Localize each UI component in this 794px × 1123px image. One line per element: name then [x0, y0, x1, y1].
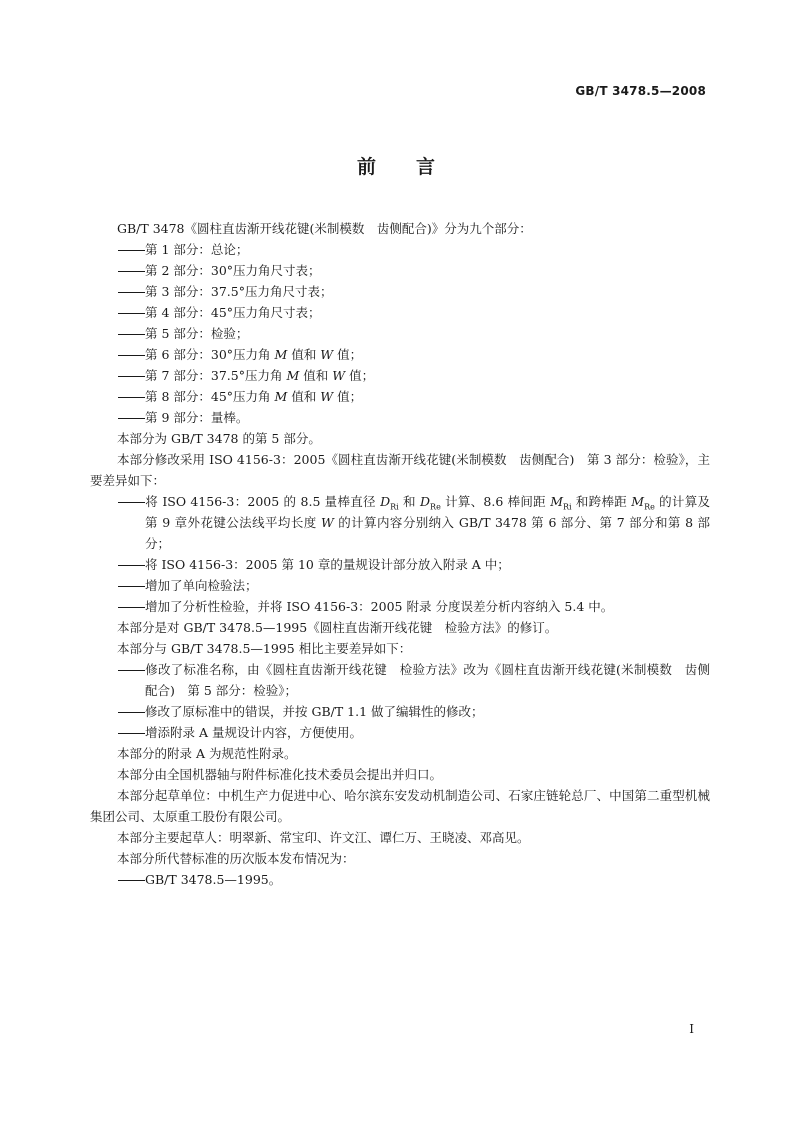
revision-paragraph: 本部分是对 GB/T 3478.5—1995《圆柱直齿渐开线花键 检验方法》的修订。: [117, 620, 558, 635]
diff-item-4: 增加了分析性检验，并将 ISO 4156-3：2005 附录 分度误差分析内容纳入 5.4 中。: [90, 596, 710, 617]
diff-item-1: 将 ISO 4156-3：2005 的 8.5 量棒直径 $D_{Ri}$ 和 $D_{Re}$ 计算、8.6 棒间距 $M_{Ri}$ 和跨棒距 $M_{Re}$ 的计算及第 9 章外花键公法线平均长度 W 的计算内容分别纳入 GB/T 3478 第 6 部分、第 7 部分和第 8 部分；: [90, 491, 710, 554]
list-item-part-4: 第 4 部分：45°压力角尺寸表；: [90, 302, 710, 323]
proposed-paragraph: 本部分由全国机器轴与附件标准化技术委员会提出并归口。: [117, 767, 443, 782]
page-title: [0, 152, 794, 179]
history-item: GB/T 3478.5—1995。: [90, 869, 710, 890]
page-number: I: [689, 1022, 694, 1036]
title-char-1: 前: [356, 156, 378, 178]
modify-paragraph: 本部分修改采用 ISO 4156-3：2005《圆柱直齿渐开线花键(米制模数 齿侧配合) 第 3 部分：检验》，主要差异如下：: [90, 452, 710, 488]
diff-item-2: 将 ISO 4156-3：2005 第 10 章的量规设计部分放入附录 A 中；: [90, 554, 710, 575]
list-item-part-9: 第 9 部分：量棒。: [90, 407, 710, 428]
intro-paragraph: GB/T 3478《圆柱直齿渐开线花键(米制模数 齿侧配合)》分为九个部分：: [117, 221, 532, 236]
history-paragraph: 本部分所代替标准的历次版本发布情况为：: [117, 851, 355, 866]
diff-item-3: 增加了单向检验法；: [90, 575, 710, 596]
list-item-part-5: 第 5 部分：检验；: [90, 323, 710, 344]
standard-code: GB/T 3478.5—2008: [575, 84, 706, 98]
compare-paragraph: 本部分与 GB/T 3478.5—1995 相比主要差异如下：: [117, 641, 412, 656]
list-item-part-8: 第 8 部分：45°压力角 M 值和 W 值；: [90, 386, 710, 407]
annex-paragraph: 本部分的附录 A 为规范性附录。: [117, 746, 297, 761]
drafters-paragraph: 本部分主要起草人：明翠新、常宝印、许文江、谭仁万、王晓凌、邓高见。: [117, 830, 530, 845]
compare-item-1: 修改了标准名称，由《圆柱直齿渐开线花键 检验方法》改为《圆柱直齿渐开线花键(米制模数 齿侧配合) 第 5 部分：检验》；: [90, 659, 710, 701]
list-item-part-1: 第 1 部分：总论；: [90, 239, 710, 260]
compare-item-3: 增添附录 A 量规设计内容，方便使用。: [90, 722, 710, 743]
list-item-part-3: 第 3 部分：37.5°压力角尺寸表；: [90, 281, 710, 302]
compare-item-2: 修改了原标准中的错误，并按 GB/T 1.1 做了编辑性的修改；: [90, 701, 710, 722]
title-char-2: 言: [416, 156, 438, 178]
document-body: [90, 218, 710, 890]
list-item-part-6: 第 6 部分：30°压力角 M 值和 W 值；: [90, 344, 710, 365]
list-item-part-7: 第 7 部分：37.5°压力角 M 值和 W 值；: [90, 365, 710, 386]
drafting-units-paragraph: 本部分起草单位：中机生产力促进中心、哈尔滨东安发动机制造公司、石家庄链轮总厂、中国第二重型机械集团公司、太原重工股份有限公司。: [90, 788, 710, 824]
this-part-paragraph: 本部分为 GB/T 3478 的第 5 部分。: [117, 431, 321, 446]
list-item-part-2: 第 2 部分：30°压力角尺寸表；: [90, 260, 710, 281]
